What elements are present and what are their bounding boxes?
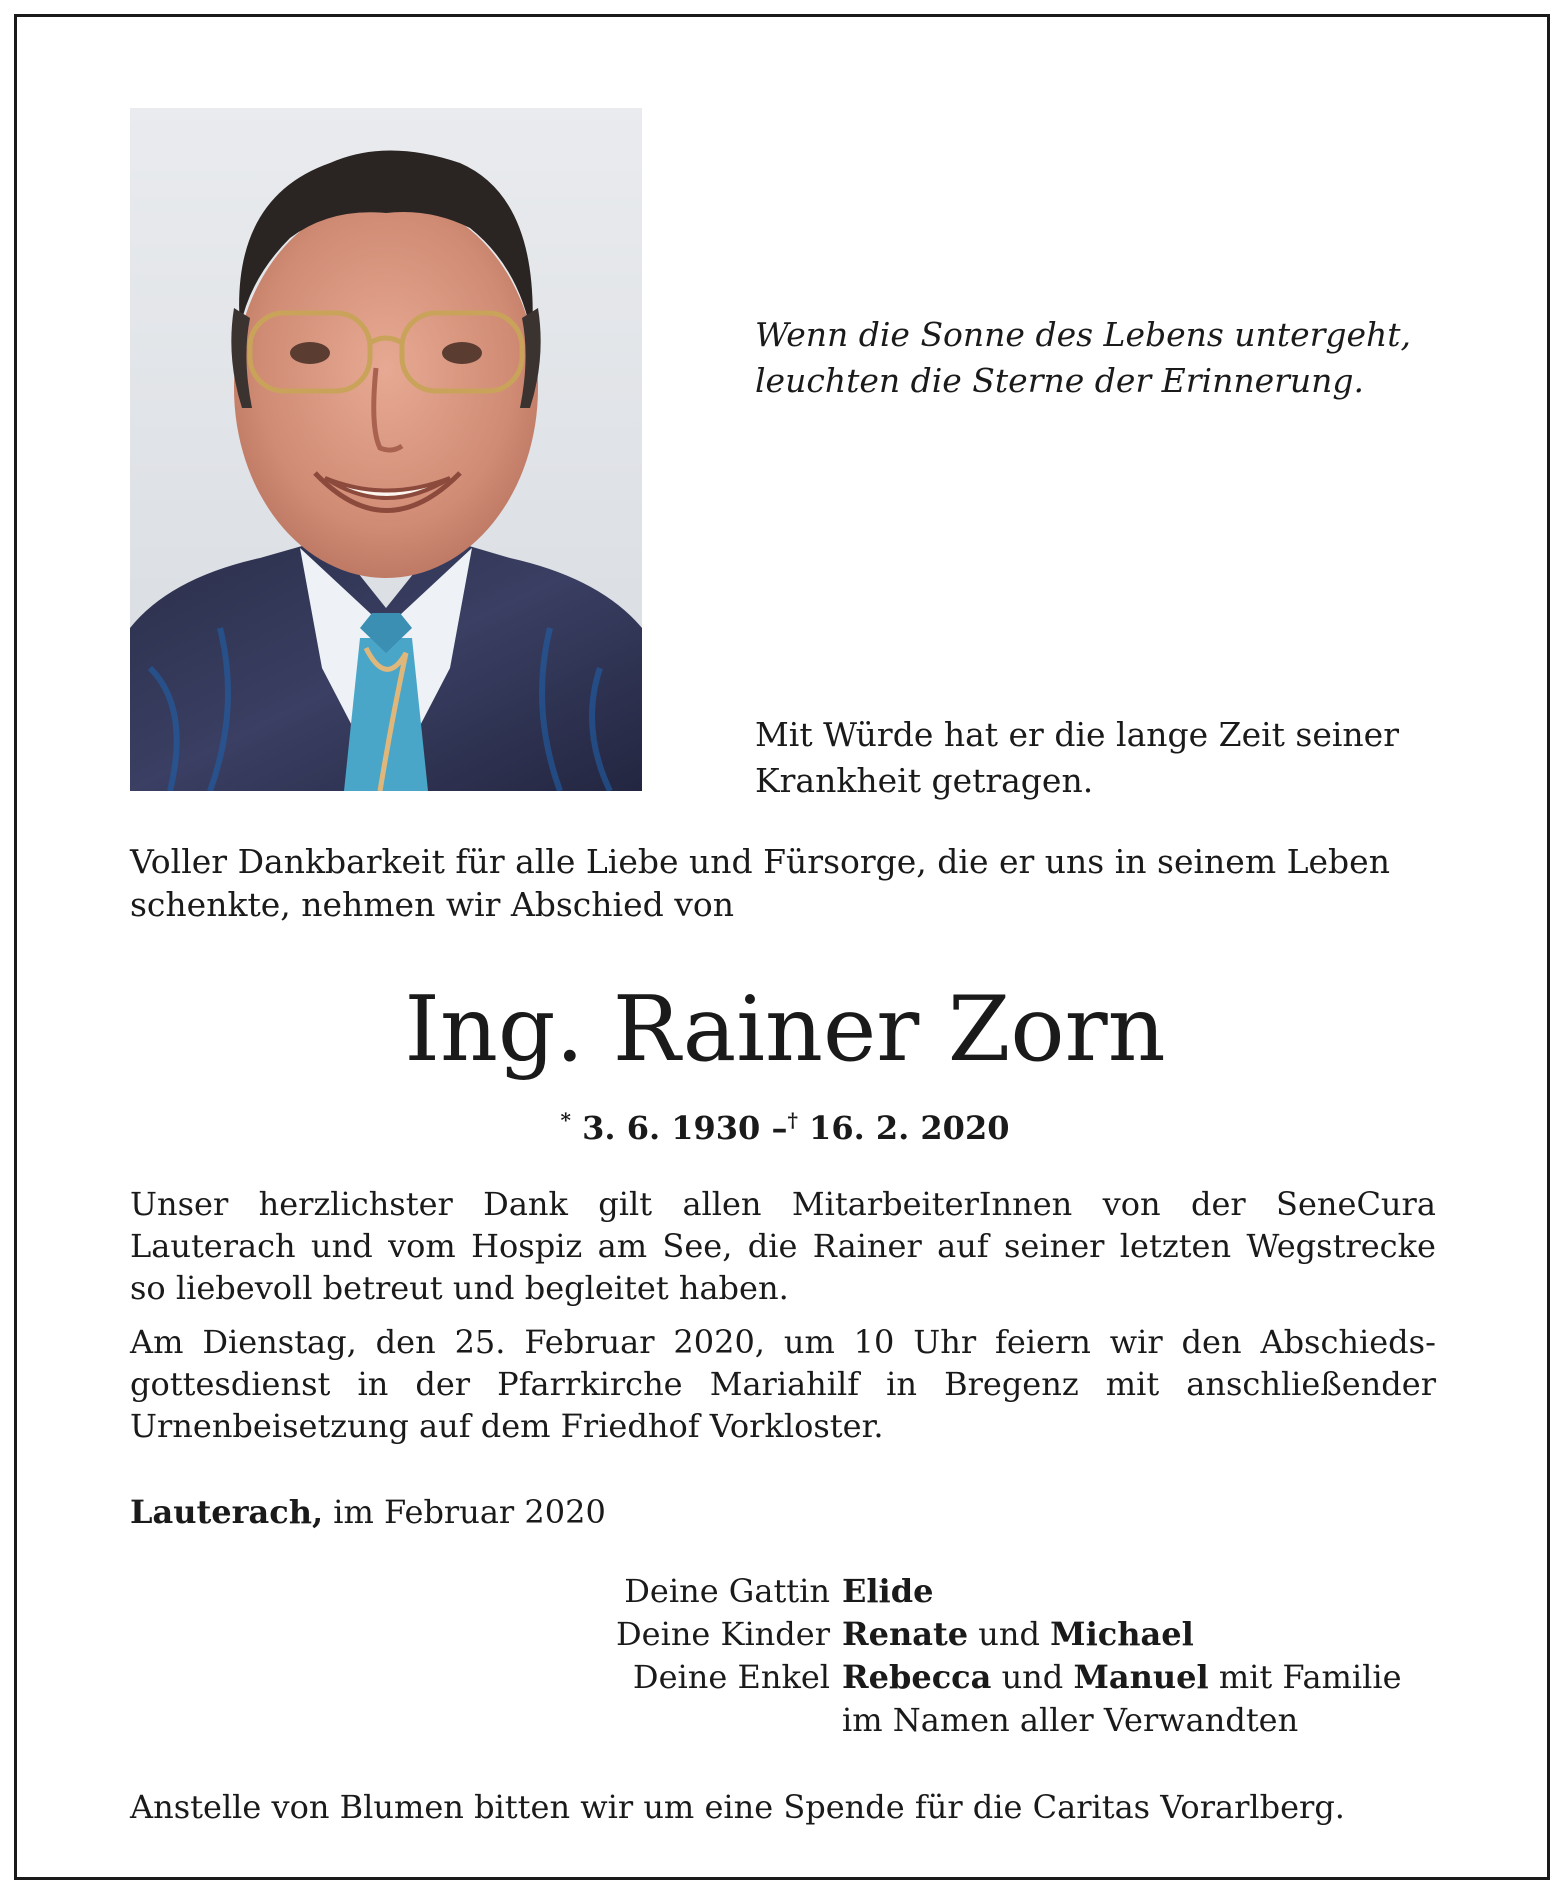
word: feiern bbox=[995, 1323, 1091, 1361]
death-symbol: † bbox=[787, 1108, 798, 1132]
word: Unser bbox=[130, 1185, 229, 1223]
dignity-statement bbox=[755, 712, 1475, 804]
word: See, bbox=[662, 1227, 733, 1265]
word: Wegstrecke bbox=[1246, 1227, 1436, 1265]
deceased-name: Ing. Rainer Zorn bbox=[404, 977, 1166, 1082]
children-label: Deine Kinder bbox=[615, 1615, 830, 1653]
with-family: mit Familie bbox=[1218, 1658, 1402, 1696]
word: in bbox=[357, 1365, 389, 1403]
thanks-line-3: so liebevoll betreut und begleitet haben. bbox=[130, 1269, 789, 1307]
word: herzlichster bbox=[258, 1185, 453, 1223]
farewell-intro bbox=[130, 840, 1440, 926]
grandchild-name: Rebecca bbox=[842, 1658, 992, 1696]
word: auf bbox=[937, 1227, 989, 1265]
quote-line-2: leuchten die Sterne der Erinnerung. bbox=[755, 361, 1365, 400]
word: Pfarrkirche bbox=[497, 1365, 683, 1403]
dignity-line-1: Mit Würde hat er die lange Zeit seiner bbox=[755, 715, 1399, 754]
intro-line-1: Voller Dankbarkeit für alle Liebe und Fürsorge, die er uns in seinem Leben bbox=[130, 842, 1390, 881]
word: 10 bbox=[853, 1323, 895, 1361]
word: in bbox=[886, 1365, 917, 1403]
word: die bbox=[747, 1227, 798, 1265]
spouse-label: Deine Gattin bbox=[624, 1572, 830, 1610]
word: letzten bbox=[1119, 1227, 1232, 1265]
word: Abschieds- bbox=[1260, 1323, 1436, 1361]
word: anschließender bbox=[1186, 1365, 1436, 1403]
service-line-3: Urnenbeisetzung auf dem Friedhof Vorkloster. bbox=[130, 1407, 884, 1445]
death-date: 16. 2. 2020 bbox=[809, 1109, 1010, 1147]
thanks-paragraph bbox=[130, 1183, 1436, 1309]
word: um bbox=[783, 1323, 835, 1361]
word: den bbox=[1181, 1323, 1242, 1361]
word: allen bbox=[682, 1185, 762, 1223]
place-month: im Februar 2020 bbox=[333, 1493, 606, 1531]
birth-date: 3. 6. 1930 bbox=[582, 1109, 761, 1147]
date-separator: – bbox=[771, 1109, 788, 1147]
child-name: Renate bbox=[842, 1615, 969, 1653]
word: 25. bbox=[454, 1323, 506, 1361]
word: Mariahilf bbox=[709, 1365, 860, 1403]
word: Rainer bbox=[812, 1227, 922, 1265]
conjunction: und bbox=[1001, 1658, 1064, 1696]
thanks-line-2 bbox=[130, 1225, 1436, 1267]
word: Am bbox=[130, 1323, 184, 1361]
thanks-line-1 bbox=[130, 1183, 1436, 1225]
word: Bregenz bbox=[944, 1365, 1079, 1403]
word: der bbox=[1190, 1185, 1246, 1223]
word: mit bbox=[1105, 1365, 1160, 1403]
word: den bbox=[375, 1323, 436, 1361]
word: Dank bbox=[483, 1185, 568, 1223]
word: und bbox=[311, 1227, 373, 1265]
word: 2020, bbox=[673, 1323, 765, 1361]
word: vom bbox=[388, 1227, 456, 1265]
grandchildren-label: Deine Enkel bbox=[632, 1658, 830, 1696]
conjunction: und bbox=[978, 1615, 1040, 1653]
relatives-note: im Namen aller Verwandten bbox=[842, 1701, 1299, 1739]
grandchild-name: Manuel bbox=[1073, 1658, 1209, 1696]
word: Lauterach bbox=[130, 1227, 296, 1265]
mourner-row bbox=[530, 1613, 1510, 1656]
mourners-list bbox=[530, 1570, 1510, 1742]
intro-line-2: schenkte, nehmen wir Abschied von bbox=[130, 885, 734, 924]
mourner-row bbox=[530, 1699, 1510, 1742]
word: der bbox=[415, 1365, 471, 1403]
word: gilt bbox=[598, 1185, 653, 1223]
life-dates bbox=[130, 1098, 1440, 1150]
word: Uhr bbox=[913, 1323, 977, 1361]
word: Dienstag, bbox=[202, 1323, 357, 1361]
spouse-name: Elide bbox=[842, 1572, 934, 1610]
word: seiner bbox=[1004, 1227, 1105, 1265]
word: MitarbeiterInnen bbox=[791, 1185, 1073, 1223]
memorial-quote bbox=[755, 312, 1475, 404]
mourner-row bbox=[530, 1656, 1510, 1699]
service-line-2 bbox=[130, 1363, 1436, 1405]
child-name: Michael bbox=[1050, 1615, 1194, 1653]
service-line-1 bbox=[130, 1321, 1436, 1363]
word: Februar bbox=[524, 1323, 655, 1361]
word: am bbox=[597, 1227, 648, 1265]
word: Hospiz bbox=[471, 1227, 583, 1265]
portrait-photo bbox=[130, 108, 642, 791]
word: gottesdienst bbox=[130, 1365, 331, 1403]
quote-line-1: Wenn die Sonne des Lebens untergeht, bbox=[755, 315, 1412, 354]
service-paragraph bbox=[130, 1321, 1436, 1447]
mourner-row bbox=[530, 1570, 1510, 1613]
word: SeneCura bbox=[1276, 1185, 1436, 1223]
word: wir bbox=[1109, 1323, 1163, 1361]
dignity-line-2: Krankheit getragen. bbox=[755, 761, 1094, 800]
donation-note: Anstelle von Blumen bitten wir um eine Spende für die Caritas Vorarlberg. bbox=[130, 1788, 1345, 1826]
place-city: Lauterach, bbox=[130, 1493, 324, 1531]
place-date bbox=[130, 1490, 606, 1534]
word: von bbox=[1102, 1185, 1161, 1223]
birth-symbol: * bbox=[560, 1108, 571, 1132]
